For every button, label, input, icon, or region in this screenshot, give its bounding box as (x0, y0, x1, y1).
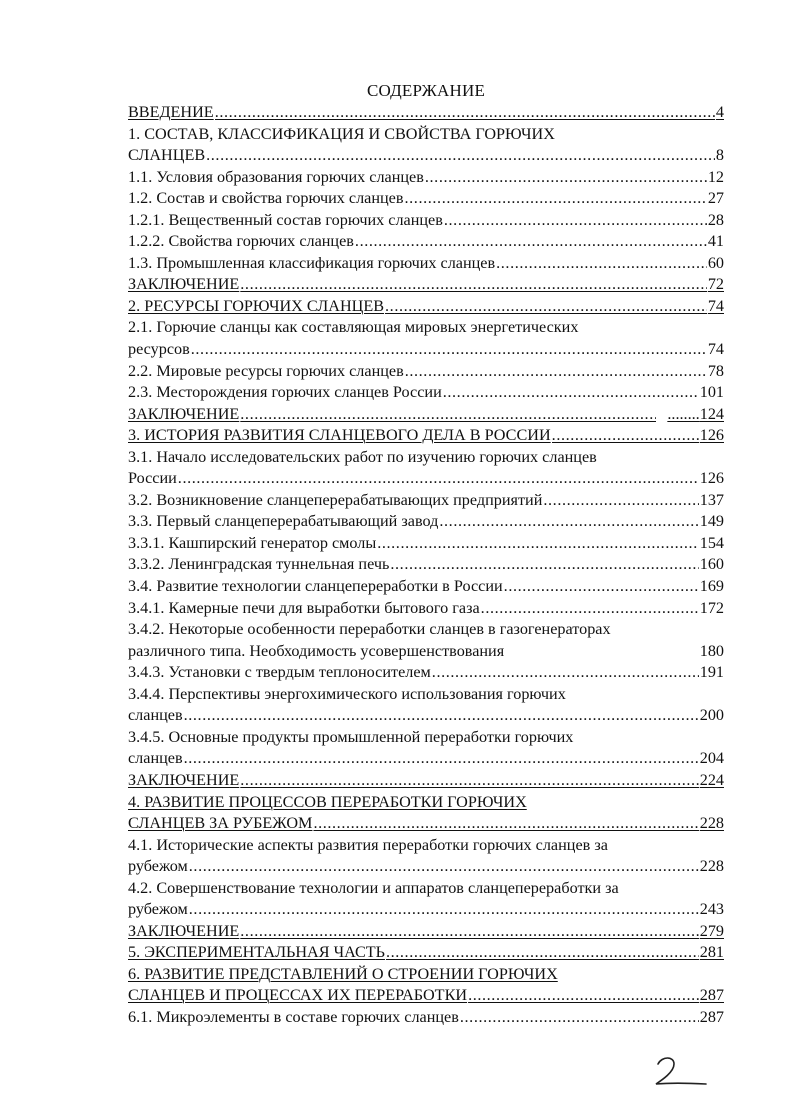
toc-entry-heading: 3.4.5. Основные продукты промышленной переработки горючих (128, 727, 574, 746)
toc-entry (128, 361, 724, 383)
toc-entry-label: ЗАКЛЮЧЕНИЕ (128, 921, 240, 940)
toc-entry-page: 74 (707, 340, 724, 359)
toc-entry-page: 160 (699, 555, 724, 574)
dot-leader (184, 748, 699, 770)
toc-entry-label: ЗАКЛЮЧЕНИЕ (128, 275, 240, 294)
toc-entry-page: 172 (699, 598, 724, 617)
toc-entry-heading: 3.4.4. Перспективы энергохимического использования горючих (128, 684, 566, 703)
dot-leader (444, 210, 707, 232)
toc-entry (128, 253, 724, 275)
toc-entry (128, 619, 724, 662)
toc-entry (128, 296, 724, 318)
toc-entry-label: СЛАНЦЕВ ЗА РУБЕЖОМ (128, 814, 313, 833)
dot-leader (425, 167, 707, 189)
toc-entry-page: 169 (699, 577, 724, 596)
toc-entry (128, 942, 724, 964)
toc-entry (128, 727, 724, 770)
toc-entry (128, 533, 724, 555)
dot-leader (355, 231, 707, 253)
toc-entry (128, 576, 724, 598)
toc-entry-label: 2.2. Мировые ресурсы горючих сланцев (128, 361, 404, 380)
dot-leader (552, 425, 699, 447)
toc-entry-page: 28 (707, 210, 724, 229)
toc-entry-label: ЗАКЛЮЧЕНИЕ (128, 404, 240, 423)
toc-entry (128, 404, 724, 426)
toc-entry-page: 149 (699, 512, 724, 531)
toc-entry-heading: 1. СОСТАВ, КЛАССИФИКАЦИЯ И СВОЙСТВА ГОРЮЧИХ (128, 124, 555, 143)
toc-entry-label: 6.1. Микроэлементы в составе горючих сланцев (128, 1007, 459, 1026)
page-title: СОДЕРЖАНИЕ (366, 81, 486, 100)
toc-entry (128, 598, 724, 620)
toc-entry (128, 102, 724, 124)
toc-entry-label: 3.3. Первый сланцеперерабатывающий завод (128, 512, 439, 531)
toc-entry-label: 3.4.1. Камерные печи для выработки бытового газа (128, 598, 480, 617)
toc-entry-page: 228 (699, 814, 724, 833)
toc-entry-label: 2. РЕСУРСЫ ГОРЮЧИХ СЛАНЦЕВ (128, 296, 385, 315)
toc-entry-page: 27 (707, 189, 724, 208)
toc-entry-heading: 3.1. Начало исследовательских работ по изучению горючих сланцев (128, 447, 597, 466)
toc-entry-label: 3.4.3. Установки с твердым теплоносителем (128, 663, 431, 682)
toc-entry (128, 554, 724, 576)
toc-entry-label: различного типа. Необходимость усовершенствования (128, 641, 505, 660)
toc-entry-label: ресурсов (128, 340, 190, 359)
toc-entry (128, 274, 724, 296)
toc-entry (128, 964, 724, 1007)
toc-entry (128, 878, 724, 921)
toc-entry-heading: 3.4.2. Некоторые особенности переработки сланцев в газогенераторах (128, 620, 611, 639)
toc-entry-page: 224 (699, 770, 724, 789)
dot-leader (390, 554, 698, 576)
toc-entry-label: 3.4. Развитие технологии сланцепереработки в России (128, 577, 503, 596)
toc-entry-page: 279 (699, 921, 724, 940)
dot-leader (313, 813, 698, 835)
toc-entry-page: 8 (715, 146, 724, 165)
toc-entry-label: ВВЕДЕНИЕ (128, 103, 214, 121)
toc-entry-label: 2.3. Месторождения горючих сланцев России (128, 383, 442, 402)
dot-leader (240, 274, 707, 296)
toc-entry (128, 684, 724, 727)
dot-leader (191, 339, 707, 361)
toc-entry (128, 511, 724, 533)
dot-leader (240, 921, 698, 943)
toc-entry-page: 200 (699, 706, 724, 725)
dot-leader (377, 533, 699, 555)
dot-leader (215, 102, 715, 124)
toc-entry-label: 1.2.2. Свойства горючих сланцев (128, 232, 354, 251)
toc-entry-heading: 4. РАЗВИТИЕ ПРОЦЕССОВ ПЕРЕРАБОТКИ ГОРЮЧИХ (128, 792, 527, 811)
dot-leader: ........ (667, 404, 700, 423)
toc-entry-page: 60 (707, 253, 724, 272)
dot-leader (178, 468, 699, 490)
toc-entry (128, 1007, 724, 1029)
toc-entry-label: сланцев (128, 706, 183, 725)
toc-entry-page: 228 (699, 857, 724, 876)
toc-entry (128, 425, 724, 447)
toc-entry-page: 287 (699, 986, 724, 1005)
toc-entry-page: 281 (699, 943, 724, 962)
dot-leader (432, 662, 699, 684)
toc-entry (128, 231, 724, 253)
toc-entry-label: рубежом (128, 900, 188, 919)
dot-leader (386, 942, 699, 964)
toc-entry-label: 3.2. Возникновение сланцеперерабатывающих предприятий (128, 490, 543, 509)
dot-leader (504, 576, 699, 598)
dot-leader (385, 296, 707, 318)
toc-entry-page: 126 (699, 469, 724, 488)
toc-entry-label: рубежом (128, 857, 188, 876)
toc-list (128, 102, 724, 1029)
dot-leader (460, 1007, 699, 1029)
toc-entry-label: СЛАНЦЕВ (128, 146, 206, 165)
toc-entry-label: 1.1. Условия образования горючих сланцев (128, 167, 424, 186)
toc-entry (128, 921, 724, 943)
toc-entry (128, 770, 724, 792)
dot-leader (405, 188, 707, 210)
toc-entry-page: 126 (699, 426, 724, 445)
toc-entry (128, 167, 724, 189)
toc-entry (128, 188, 724, 210)
toc-entry-label: ЗАКЛЮЧЕНИЕ (128, 770, 240, 789)
toc-entry (128, 447, 724, 490)
toc-entry (128, 835, 724, 878)
toc-entry-label: 1.2.1. Вещественный состав горючих сланцев (128, 210, 443, 229)
dot-leader (189, 856, 699, 878)
toc-entry-label: 1.3. Промышленная классификация горючих сланцев (128, 253, 496, 272)
toc-entry-page: 4 (715, 103, 724, 121)
dot-leader (189, 899, 699, 921)
dot-leader (405, 361, 707, 383)
toc-entry-page: 78 (707, 361, 724, 380)
toc-entry (128, 124, 724, 167)
toc-entry-label: 1.2. Состав и свойства горючих сланцев (128, 189, 404, 208)
dot-leader (240, 404, 656, 426)
dot-leader (439, 511, 698, 533)
dot-leader (496, 253, 707, 275)
toc-entry-label: 3.3.1. Кашпирский генератор смолы (128, 533, 377, 552)
toc-entry-heading: 2.1. Горючие сланцы как составляющая мировых энергетических (128, 318, 579, 337)
toc-entry-page: 204 (699, 749, 724, 768)
toc-entry-page: 243 (699, 900, 724, 919)
toc-entry-label: СЛАНЦЕВ И ПРОЦЕССАХ ИХ ПЕРЕРАБОТКИ (128, 986, 468, 1005)
toc-entry-label: России (128, 469, 177, 488)
table-of-contents (128, 80, 724, 1029)
toc-entry-page: 154 (699, 533, 724, 552)
dot-leader (206, 145, 715, 167)
dot-leader (481, 598, 699, 620)
toc-entry-label: 5. ЭКСПЕРИМЕНТАЛЬНАЯ ЧАСТЬ (128, 943, 385, 962)
toc-entry-page: 101 (699, 383, 724, 402)
toc-entry-label: сланцев (128, 749, 183, 768)
dot-leader (443, 382, 699, 404)
toc-entry (128, 792, 724, 835)
toc-entry-label: 3. ИСТОРИЯ РАЗВИТИЯ СЛАНЦЕВОГО ДЕЛА В РОССИИ (128, 426, 551, 445)
toc-entry-page: 191 (699, 663, 724, 682)
dot-leader (543, 490, 698, 512)
dot-leader (240, 770, 698, 792)
toc-entry (128, 210, 724, 232)
toc-entry-page: 287 (699, 1007, 724, 1026)
toc-entry-page: 74 (707, 296, 724, 315)
toc-entry (128, 382, 724, 404)
toc-entry-heading: 4.2. Совершенствование технологии и аппаратов сланцепереработки за (128, 878, 619, 897)
toc-entry (128, 317, 724, 360)
handwritten-page-number (650, 1050, 710, 1090)
toc-entry-heading: 4.1. Исторические аспекты развития переработки горючих сланцев за (128, 835, 608, 854)
toc-entry-heading: 6. РАЗВИТИЕ ПРЕДСТАВЛЕНИЙ О СТРОЕНИИ ГОРЮЧИХ (128, 964, 558, 983)
dot-leader (184, 705, 699, 727)
toc-entry (128, 490, 724, 512)
toc-entry (128, 662, 724, 684)
toc-entry-page: 124 (699, 404, 724, 423)
toc-entry-page: 72 (707, 275, 724, 294)
toc-entry-label: 3.3.2. Ленинградская туннельная печь (128, 555, 390, 574)
toc-entry-page: 137 (699, 490, 724, 509)
toc-entry-page: 12 (707, 167, 724, 186)
toc-entry-page: 41 (707, 232, 724, 251)
toc-entry-page: 180 (699, 641, 724, 660)
dot-leader (468, 985, 699, 1007)
